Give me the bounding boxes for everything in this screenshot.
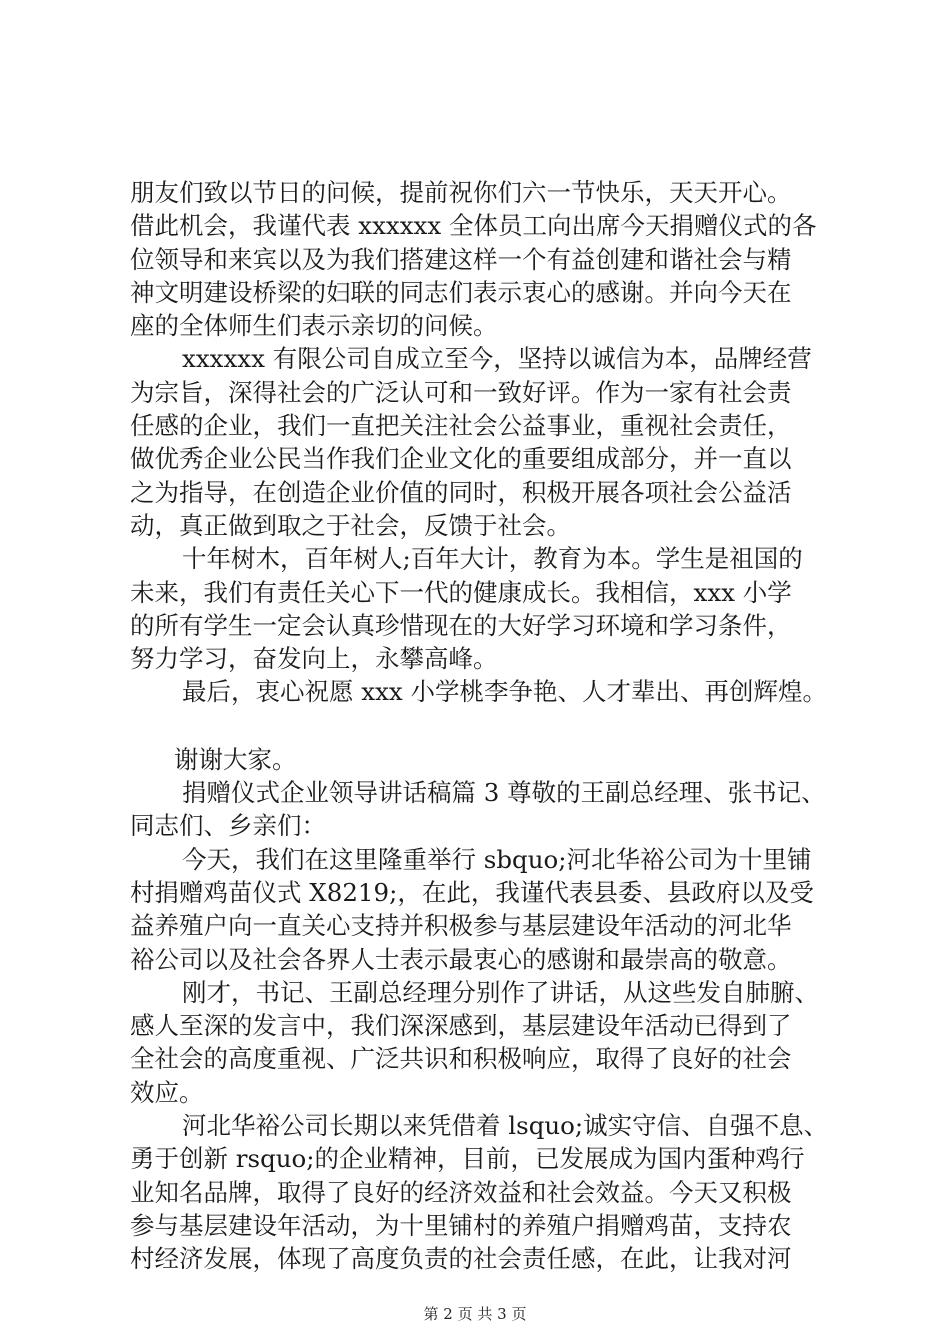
paragraph — [130, 743, 830, 776]
text-line: 裕公司以及社会各界人士表示最衷心的感谢和最崇高的敬意。 — [130, 944, 792, 974]
text-line: 效应。 — [130, 1077, 204, 1107]
text-line: 同志们、乡亲们： — [130, 811, 326, 841]
text-line: 村经济发展，体现了高度负责的社会责任感，在此，让我对河 — [130, 1244, 792, 1274]
paragraph — [130, 675, 830, 708]
text-line: 益养殖户向一直关心支持并积极参与基层建设年活动的河北华 — [130, 911, 792, 941]
text-line: 神文明建设桥梁的妇联的同志们表示衷心的感谢。并向今天在 — [130, 277, 792, 307]
text-line: 刚才，书记、王副总经理分别作了讲话，从这些发自肺腑、 — [182, 977, 819, 1007]
text-line: 借此机会，我谨代表 xxxxxx 全体员工向出席今天捐赠仪式的各 — [130, 211, 817, 241]
text-line: 参与基层建设年活动，为十里铺村的养殖户捐赠鸡苗，支持农 — [130, 1210, 792, 1240]
paragraph — [130, 976, 830, 1109]
text-line: 村捐赠鸡苗仪式 X8219;，在此，我谨代表县委、县政府以及受 — [130, 877, 814, 907]
text-line: 为宗旨，深得社会的广泛认可和一致好评。作为一家有社会责 — [130, 377, 792, 407]
text-line: 位领导和来宾以及为我们搭建这样一个有益创建和谐社会与精 — [130, 244, 792, 274]
text-line: 努力学习，奋发向上，永攀高峰。 — [130, 644, 498, 674]
text-line: 任感的企业，我们一直把关注社会公益事业，重视社会责任， — [130, 411, 792, 441]
text-line: 捐赠仪式企业领导讲话稿篇 3 尊敬的王副总经理、张书记、 — [182, 778, 826, 808]
text-line: xxxxxx 有限公司自成立至今，坚持以诚信为本，品牌经营 — [182, 344, 812, 374]
text-line: 业知名品牌，取得了良好的经济效益和社会效益。今天又积极 — [130, 1177, 792, 1207]
text-line: 未来，我们有责任关心下一代的健康成长。我相信，xxx 小学 — [130, 577, 792, 607]
blank-line — [130, 709, 830, 743]
text-line: 最后，衷心祝愿 xxx 小学桃李争艳、人才辈出、再创辉煌。 — [182, 677, 828, 707]
text-line: 全社会的高度重视、广泛共识和积极响应，取得了良好的社会 — [130, 1044, 792, 1074]
document-body — [130, 176, 830, 1276]
text-line: 做优秀企业公民当作我们企业文化的重要组成部分，并一直以 — [130, 444, 792, 474]
text-line: 之为指导，在创造企业价值的同时，积极开展各项社会公益活 — [130, 477, 792, 507]
paragraph — [130, 843, 830, 976]
text-line: 的所有学生一定会认真珍惜现在的大好学习环境和学习条件， — [130, 610, 792, 640]
paragraph — [130, 1109, 830, 1275]
text-line: 座的全体师生们表示亲切的问候。 — [130, 311, 498, 341]
text-line: 今天，我们在这里隆重举行 sbquo;河北华裕公司为十里铺 — [182, 844, 812, 874]
text-line: 十年树木，百年树人;百年大计，教育为本。学生是祖国的 — [182, 544, 803, 574]
paragraph — [130, 176, 830, 342]
text-line: 谢谢大家。 — [174, 744, 297, 774]
text-line: 感人至深的发言中，我们深深感到，基层建设年活动已得到了 — [130, 1011, 792, 1041]
paragraph — [130, 342, 830, 542]
paragraph — [130, 542, 830, 675]
paragraph — [130, 776, 830, 843]
text-line: 河北华裕公司长期以来凭借着 lsquo;诚实守信、自强不息、 — [182, 1111, 829, 1141]
text-line: 动，真正做到取之于社会，反馈于社会。 — [130, 510, 571, 540]
text-line: 勇于创新 rsquo;的企业精神，目前，已发展成为国内蛋种鸡行 — [130, 1144, 805, 1174]
text-line: 朋友们致以节日的问候，提前祝你们六一节快乐，天天开心。 — [130, 178, 792, 207]
page-number-footer: 第 2 页 共 3 页 — [423, 1305, 527, 1323]
